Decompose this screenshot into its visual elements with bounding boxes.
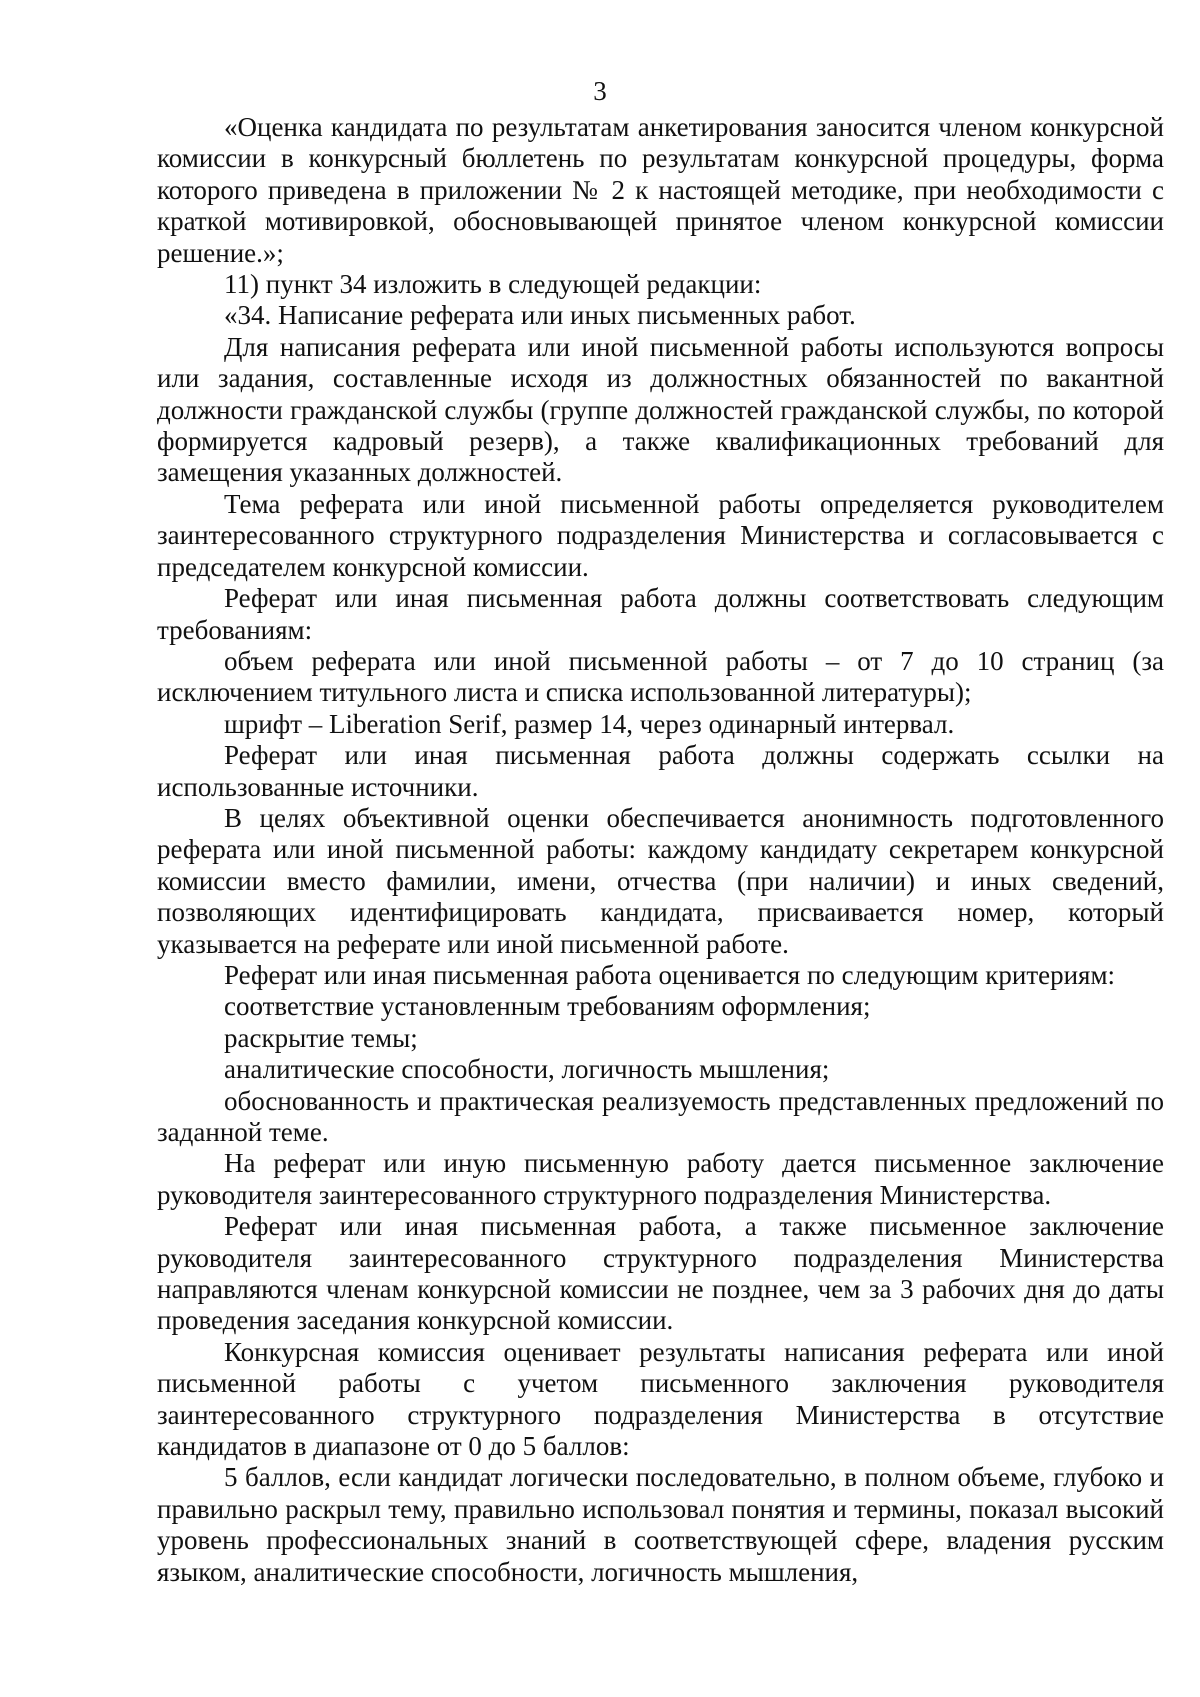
paragraph-font: шрифт – Liberation Serif, размер 14, через одинарный интервал.: [224, 708, 955, 739]
page-number: 3: [593, 76, 607, 106]
paragraph-anonymity: В целях объективной оценки обеспечивается анонимность подготовленного реферата или иной письменной работы: каждому кандидату секретарем конкурсной комиссии вместо фамилии, имени, отчества (при наличии) и иных сведений, позволяющих идентифицировать кандидата, присваивается номер, который указывается на реферате или иной письменной работе.: [157, 802, 1164, 959]
paragraph-requirements-intro: Реферат или иная письменная работа должны соответствовать следующим требованиям:: [157, 583, 1164, 645]
paragraph-score-5: 5 баллов, если кандидат логически последовательно, в полном объеме, глубоко и правильно раскрыл тему, правильно использовал понятия и термины, показал высокий уровень профессиональных знаний в соответствующей сфере, владения русским языком, аналитические способности, логичность мышления,: [157, 1462, 1164, 1587]
paragraph-criteria-intro: Реферат или иная письменная работа оценивается по следующим критериям:: [224, 959, 1116, 990]
paragraph-criterion-feasibility: обоснованность и практическая реализуемость представленных предложений по заданной теме.: [157, 1085, 1164, 1147]
document-body: [157, 112, 1164, 1588]
paragraph-conclusion: На реферат или иную письменную работу дается письменное заключение руководителя заинтересованного структурного подразделения Министерства.: [157, 1148, 1164, 1210]
paragraph-item-11: 11) пункт 34 изложить в следующей редакции:: [224, 269, 762, 300]
paragraph-criterion-topic: раскрытие темы;: [224, 1022, 418, 1053]
paragraph-submission: Реферат или иная письменная работа, а также письменное заключение руководителя заинтересованного структурного подразделения Министерства направляются членам конкурсной комиссии не позднее, чем за 3 рабочих дня до даты проведения заседания конкурсной комиссии.: [157, 1211, 1164, 1336]
paragraph-topic: Тема реферата или иной письменной работы определяется руководителем заинтересованного структурного подразделения Министерства и согласовывается с председателем конкурсной комиссии.: [157, 488, 1164, 582]
paragraph-questions-source: Для написания реферата или иной письменной работы используются вопросы или задания, составленные исходя из должностных обязанностей по вакантной должности гражданской службы (группе должностей гражданской службы, по которой формируется кадровый резерв), а также квалификационных требований для замещения указанных должностей.: [157, 331, 1164, 488]
paragraph-criterion-analytics: аналитические способности, логичность мышления;: [224, 1054, 830, 1085]
paragraph-clause-34-title: «34. Написание реферата или иных письменных работ.: [224, 300, 856, 331]
paragraph-references: Реферат или иная письменная работа должны содержать ссылки на использованные источники.: [157, 740, 1164, 802]
paragraph-criterion-formatting: соответствие установленным требованиям оформления;: [224, 991, 871, 1022]
paragraph-scoring-intro: Конкурсная комиссия оценивает результаты написания реферата или иной письменной работы с учетом письменного заключения руководителя заинтересованного структурного подразделения Министерства в отсутствие кандидатов в диапазоне от 0 до 5 баллов:: [157, 1336, 1164, 1462]
paragraph-evaluation-entry: «Оценка кандидата по результатам анкетирования заносится членом конкурсной комиссии в конкурсный бюллетень по результатам конкурсной процедуры, форма которого приведена в приложении № 2 к настоящей методике, при необходимости с краткой мотивировкой, обосновывающей принятое членом конкурсной комиссии решение.»;: [157, 112, 1164, 268]
paragraph-volume: объем реферата или иной письменной работы – от 7 до 10 страниц (за исключением титульного листа и списка использованной литературы);: [157, 645, 1164, 708]
